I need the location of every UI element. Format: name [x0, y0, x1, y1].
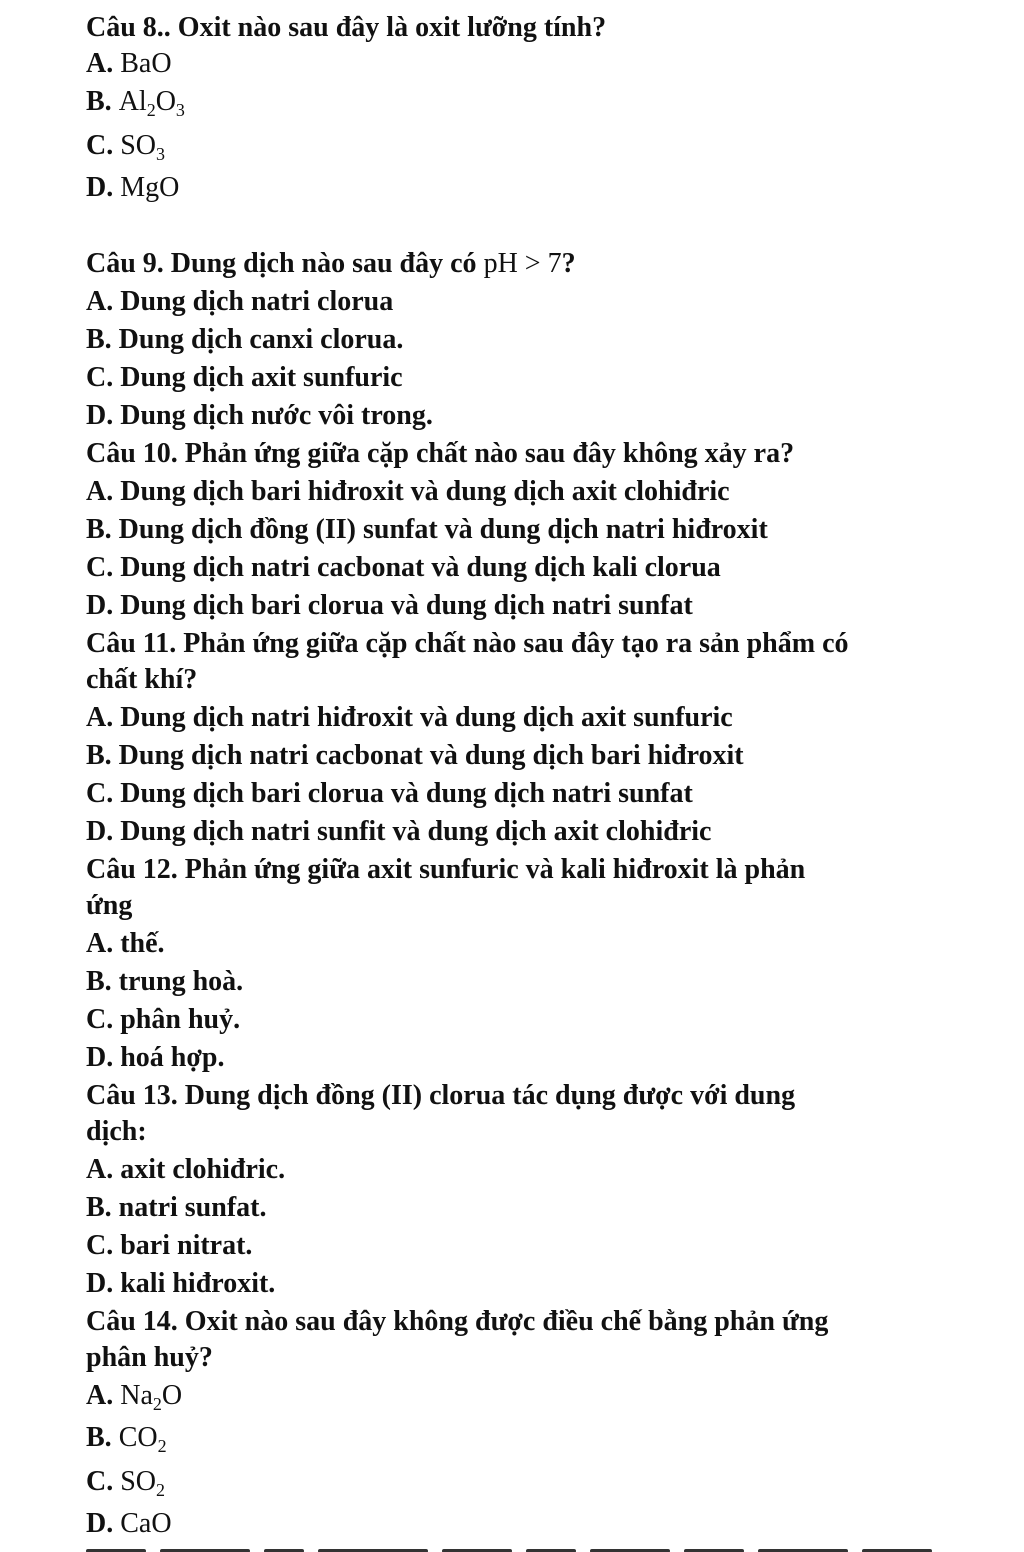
formula-part: SO — [120, 130, 157, 161]
question-12-option-b: B. trung hoà. — [86, 966, 244, 997]
question-9-option-d: D. Dung dịch nước vôi trong. — [86, 400, 433, 431]
question-10-option-b: B. Dung dịch đồng (II) sunfat và dung dịch natri hiđroxit — [86, 514, 768, 545]
formula-so2 — [120, 1466, 166, 1500]
question-13-option-b: B. natri sunfat. — [86, 1192, 267, 1223]
option-prefix: A. — [86, 48, 121, 79]
question-8-option-a — [86, 46, 172, 82]
formula-part: O — [161, 1380, 183, 1411]
question-11-option-b: B. Dung dịch natri cacbonat và dung dịch bari hiđroxit — [86, 740, 744, 771]
question-14-option-b — [86, 1420, 167, 1456]
formula-subscript: 2 — [146, 100, 156, 120]
formula-ph: pH > 7 — [483, 248, 562, 279]
formula-al2o3 — [118, 86, 185, 120]
formula-subscript: 3 — [156, 144, 166, 164]
question-8-option-c — [86, 128, 165, 164]
question-12-label-line2: ứng — [86, 890, 133, 921]
option-prefix: D. — [86, 172, 121, 203]
formula-cao: CaO — [120, 1508, 172, 1539]
option-prefix: C. — [86, 130, 121, 161]
formula-part: SO — [120, 1466, 157, 1497]
option-prefix: C. — [86, 1466, 121, 1497]
question-11-option-a: A. Dung dịch natri hiđroxit và dung dịch axit sunfuric — [86, 702, 733, 733]
formula-na2o — [120, 1380, 183, 1414]
option-prefix: D. — [86, 1508, 121, 1539]
question-8-option-b — [86, 84, 185, 120]
question-10-label: Câu 10. Phản ứng giữa cặp chất nào sau đây không xảy ra? — [86, 438, 795, 469]
question-11-option-c: C. Dung dịch bari clorua và dung dịch natri sunfat — [86, 778, 693, 809]
formula-subscript: 2 — [156, 1480, 166, 1500]
question-text: ? — [561, 248, 576, 279]
question-11-option-d: D. Dung dịch natri sunfit và dung dịch axit clohiđric — [86, 816, 712, 847]
option-prefix: B. — [86, 1422, 119, 1453]
formula-bao: BaO — [120, 48, 172, 79]
formula-subscript: 2 — [152, 1394, 162, 1414]
formula-subscript: 3 — [175, 100, 185, 120]
formula-part: Al — [118, 86, 147, 117]
question-14-option-a — [86, 1378, 182, 1414]
question-text: Câu 9. Dung dịch nào sau đây có — [86, 248, 484, 279]
formula-co2 — [118, 1422, 167, 1456]
question-14-label-line1: Câu 14. Oxit nào sau đây không được điều chế bằng phản ứng — [86, 1306, 829, 1337]
question-8-label: Câu 8.. Oxit nào sau đây là oxit lưỡng tính? — [86, 12, 607, 43]
question-8-option-d — [86, 170, 179, 206]
question-11-label-line2: chất khí? — [86, 664, 198, 695]
question-10-option-a: A. Dung dịch bari hiđroxit và dung dịch axit clohiđric — [86, 476, 730, 507]
cutoff-text-line — [86, 1540, 956, 1552]
formula-subscript: 2 — [157, 1436, 167, 1456]
question-13-label-line1: Câu 13. Dung dịch đồng (II) clorua tác dụng được với dung — [86, 1080, 796, 1111]
question-14-option-c — [86, 1464, 165, 1500]
question-10-option-d: D. Dung dịch bari clorua và dung dịch natri sunfat — [86, 590, 693, 621]
option-prefix: A. — [86, 1380, 121, 1411]
question-12-option-a: A. thế. — [86, 928, 165, 959]
option-prefix: B. — [86, 86, 119, 117]
question-12-label-line1: Câu 12. Phản ứng giữa axit sunfuric và kali hiđroxit là phản — [86, 854, 806, 885]
question-10-option-c: C. Dung dịch natri cacbonat và dung dịch kali clorua — [86, 552, 721, 583]
formula-part: O — [155, 86, 176, 117]
question-13-option-d: D. kali hiđroxit. — [86, 1268, 276, 1299]
question-14-option-d — [86, 1506, 172, 1542]
formula-part: Na — [120, 1380, 153, 1411]
question-14-label-line2: phân huỷ? — [86, 1342, 213, 1373]
question-13-option-c: C. bari nitrat. — [86, 1230, 253, 1261]
question-11-label-line1: Câu 11. Phản ứng giữa cặp chất nào sau đây tạo ra sản phẩm có — [86, 628, 849, 659]
formula-so3 — [120, 130, 166, 164]
formula-part: CO — [118, 1422, 158, 1453]
question-12-option-c: C. phân huỷ. — [86, 1004, 241, 1035]
question-13-label-line2: dịch: — [86, 1116, 147, 1147]
question-12-option-d: D. hoá hợp. — [86, 1042, 225, 1073]
question-9-option-c: C. Dung dịch axit sunfuric — [86, 362, 403, 393]
question-9-option-a: A. Dung dịch natri clorua — [86, 286, 394, 317]
question-13-option-a: A. axit clohiđric. — [86, 1154, 286, 1185]
question-9-option-b: B. Dung dịch canxi clorua. — [86, 324, 404, 355]
question-9-label — [86, 246, 576, 282]
formula-mgo: MgO — [120, 172, 180, 203]
